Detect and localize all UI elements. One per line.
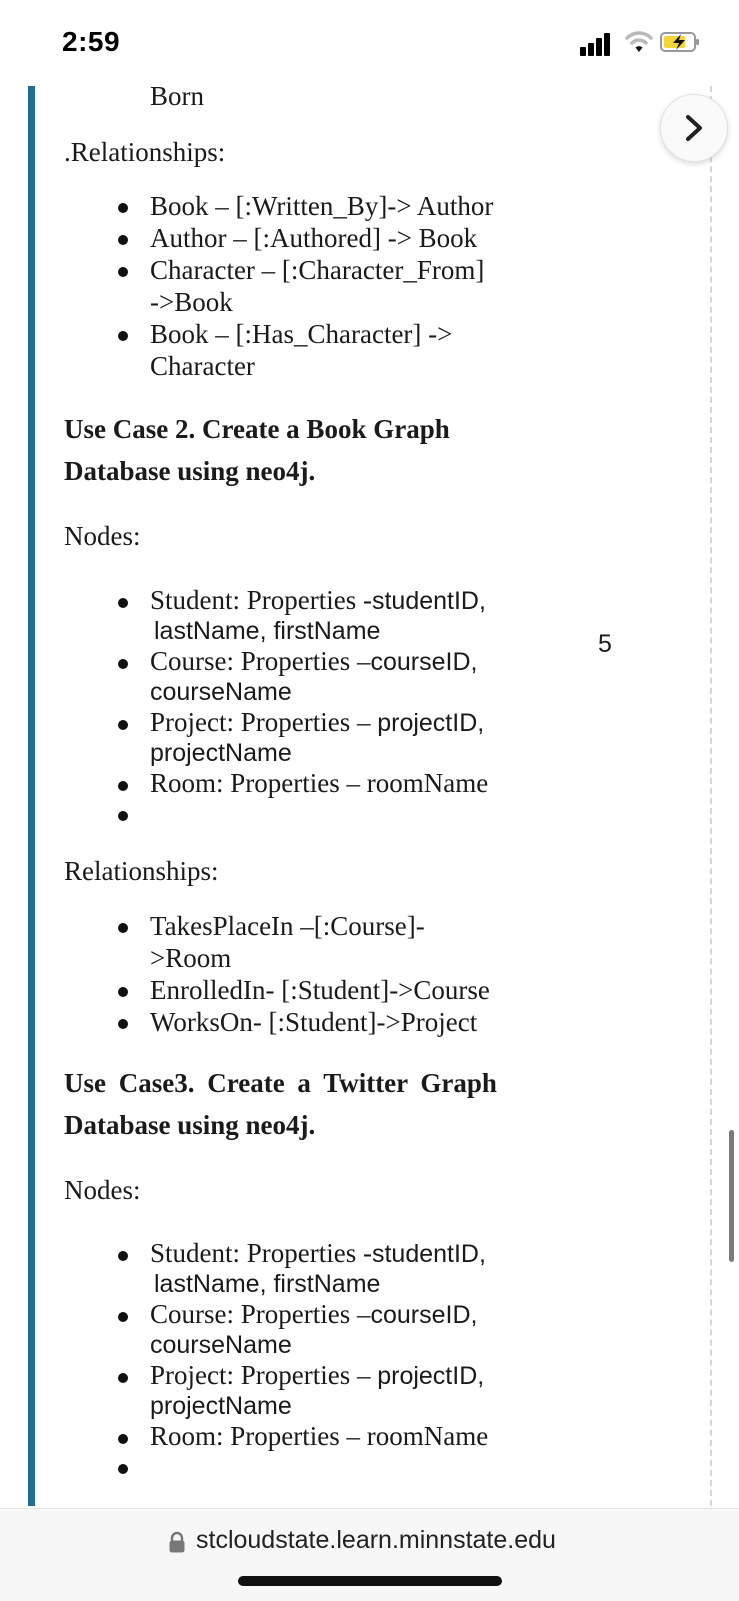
- url-text[interactable]: stcloudstate.learn.minnstate.edu: [196, 1526, 556, 1554]
- list-item: [150, 584, 486, 617]
- use-case-2-heading: Use Case 2. Create a Book Graph: [64, 414, 450, 444]
- list-item: [150, 1298, 477, 1331]
- node-course-props-cont: courseName: [150, 678, 292, 706]
- cellular-signal-icon: [580, 30, 622, 56]
- list-item: Character – [:Character_From]: [150, 255, 485, 285]
- list-item-continued: >Room: [150, 943, 232, 973]
- bullet: [118, 781, 128, 791]
- node-student: Student: Properties -: [150, 1238, 372, 1268]
- node-course-props: courseID,: [370, 1301, 478, 1329]
- next-page-button[interactable]: [660, 94, 728, 162]
- bullet: [118, 203, 128, 213]
- node-project: Project: Properties –: [150, 707, 378, 737]
- node-project-props-cont: projectName: [150, 1392, 292, 1420]
- node-course-props-cont: courseName: [150, 1331, 292, 1359]
- bullet: [118, 1251, 128, 1261]
- list-item: Room: Properties – roomName: [150, 1421, 489, 1451]
- quote-accent-bar: [28, 86, 35, 1506]
- wifi-icon: [624, 28, 654, 56]
- use-case-2-heading-line2: Database using neo4j.: [64, 456, 316, 486]
- page-number: 5: [598, 630, 612, 658]
- bullet: [118, 987, 128, 997]
- node-project-props: projectID,: [377, 1362, 485, 1390]
- node-course-props: courseID,: [370, 648, 478, 676]
- fragment-text: Born: [150, 81, 204, 111]
- list-item-continued: Character: [150, 351, 255, 381]
- page-edge-divider: [710, 86, 712, 1506]
- node-student-props: studentID,: [371, 587, 486, 615]
- home-indicator[interactable]: [238, 1576, 502, 1586]
- node-project-props-cont: projectName: [150, 739, 292, 767]
- status-time: 2:59: [62, 26, 121, 57]
- list-item: TakesPlaceIn –[:Course]-: [150, 911, 425, 941]
- list-item: [150, 645, 477, 678]
- node-student: Student: Properties -: [150, 585, 372, 615]
- bullet: [118, 720, 128, 730]
- node-course: Course: Properties –: [150, 1299, 371, 1329]
- node-project: Project: Properties –: [150, 1360, 378, 1390]
- node-student-props-cont: lastName, firstName: [154, 1270, 381, 1298]
- bullet: [118, 331, 128, 341]
- battery-charging-icon: [660, 32, 700, 52]
- list-item: EnrolledIn- [:Student]->Course: [150, 975, 490, 1005]
- node-course: Course: Properties –: [150, 646, 371, 676]
- nodes-label: Nodes:: [64, 1175, 141, 1205]
- node-student-props-cont: lastName, firstName: [154, 617, 381, 645]
- nodes-label: Nodes:: [64, 521, 141, 551]
- bullet: [118, 598, 128, 608]
- list-item-continued: ->Book: [150, 287, 233, 317]
- node-student-props: studentID,: [371, 1240, 486, 1268]
- list-item: [150, 706, 484, 739]
- use-case-3-heading: Use Case3. Create a Twitter Graph: [64, 1068, 497, 1098]
- bullet: [118, 659, 128, 669]
- bullet: [118, 1019, 128, 1029]
- relationships-heading: Relationships:: [64, 856, 219, 886]
- relationships-heading: .Relationships:: [64, 137, 226, 167]
- use-case-3-heading-line2: Database using neo4j.: [64, 1110, 316, 1140]
- list-item: Room: Properties – roomName: [150, 768, 489, 798]
- list-item: Author – [:Authored] -> Book: [150, 223, 478, 253]
- bullet: [118, 1464, 128, 1474]
- bullet: [118, 267, 128, 277]
- list-item: Book – [:Written_By]-> Author: [150, 191, 494, 221]
- list-item: Book – [:Has_Character] ->: [150, 319, 453, 349]
- bullet: [118, 235, 128, 245]
- scroll-indicator[interactable]: [729, 1130, 734, 1262]
- bullet: [118, 1373, 128, 1383]
- bullet: [118, 1312, 128, 1322]
- node-project-props: projectID,: [377, 709, 485, 737]
- bullet: [118, 1434, 128, 1444]
- lock-icon: [168, 1531, 186, 1553]
- bullet: [118, 923, 128, 933]
- bullet: [118, 811, 128, 821]
- chevron-right-icon: [682, 113, 706, 143]
- list-item: WorksOn- [:Student]->Project: [150, 1007, 478, 1037]
- list-item: [150, 1237, 486, 1270]
- list-item: [150, 1359, 484, 1392]
